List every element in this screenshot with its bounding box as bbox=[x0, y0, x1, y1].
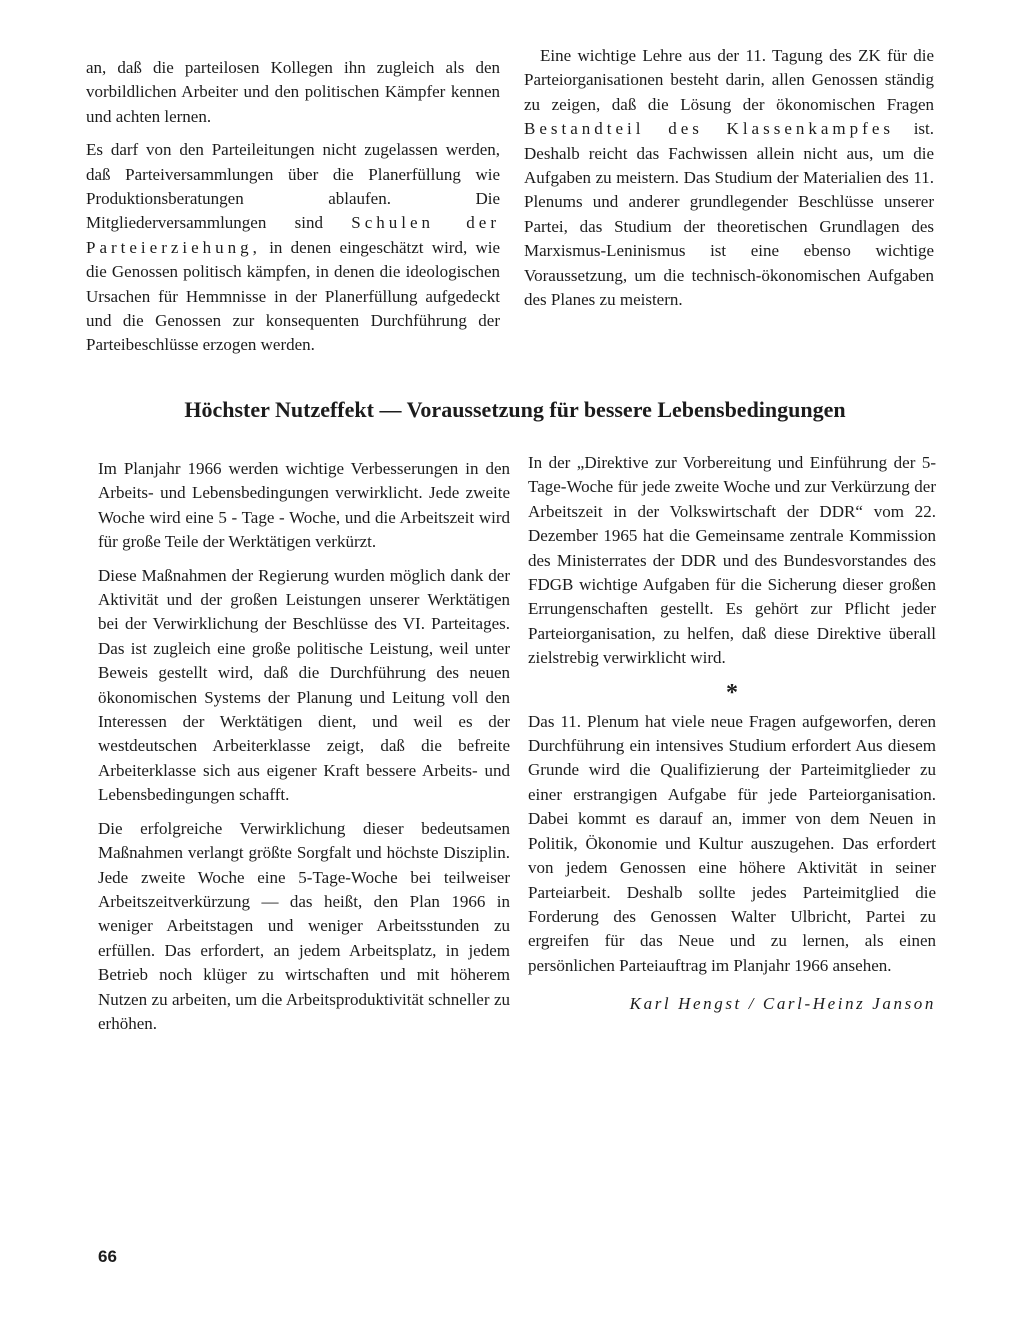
spaced-emphasis: Bestandteil des Klassenkampfes bbox=[524, 119, 894, 139]
section-separator-asterisk: * bbox=[726, 679, 738, 706]
paragraph: Die erfolgreiche Verwirklichung dieser bedeutsamen Maßnahmen verlangt größte Sorgfalt und höchste Disziplin. Jede zweite Woche eine 5-Tage-Woche bei teilweiser Arbeitszeitverkürzung — das heißt, den Plan 1966 in weniger Arbeitstagen und weniger Arbeitsstunden zu erfüllen. Das erfordert, an jedem Arbeitsplatz, in jedem Betrieb noch klüger zu wirtschaften und mit höherem Nutzen zu arbeiten, um die Arbeitsproduktivität schneller zu erhöhen. bbox=[98, 818, 510, 1033]
paragraph: Diese Maßnahmen der Regierung wurden möglich dank der Aktivität und der großen Leistungen unserer Werktätigen bei der Verwirklichung der Beschlüsse des VI. Parteitages. Das ist zugleich eine große politische Leistung, weil unter Beweis gestellt wird, daß die Durchführung des neuen ökonomischen Systems der Planung und Leitung voll den Interessen der Werktätigen dient, und weil es der westdeutschen Arbeiterklasse zeigt, daß die befreite Arbeiterklasse sich aus eigener Kraft bessere Arbeits- und Lebensbedingungen schafft. bbox=[98, 565, 510, 805]
paragraph: In der „Direktive zur Vorbereitung und Einführung der 5-Tage-Woche für jede zweite Woche und zur Verkürzung der Arbeitszeit in der Volkswirtschaft der DDR“ vom 22. Dezember 1965 hat die Gemeinsame zentrale Kommission des Ministerrates der DDR und des Bundesvorstandes des FDGB wichtige Aufgaben für die Sicherung dieser großen Errungenschaften gestellt. Es gehört zur Pflicht jeder Parteiorganisation, zu helfen, daß diese Direktive überall zielstrebig verwirklicht wird. bbox=[528, 453, 936, 668]
author-signature: Karl Hengst / Carl-Heinz Janson bbox=[629, 994, 936, 1014]
lower-right-column bbox=[528, 451, 936, 1017]
text-run: Eine wichtige Lehre aus der 11. Tagung des ZK für die Parteiorganisationen besteht darin, allen Genossen ständig zu zeigen, daß die Lösung der ökonomischen Fragen bbox=[524, 46, 934, 114]
paragraph: Im Planjahr 1966 werden wichtige Verbesserungen in den Arbeits- und Lebensbedingungen verwirklicht. Jede zweite Woche wird eine 5 - Tage - Woche, und die Arbeitszeit wird für große Teile der Werktätigen verkürzt. bbox=[98, 459, 510, 552]
top-left-column bbox=[86, 56, 500, 367]
paragraph: an, daß die parteilosen Kollegen ihn zugleich als den vorbildlichen Arbeiter und den politischen Kämpfer kennen und achten lernen. bbox=[86, 58, 500, 126]
paragraph: Das 11. Plenum hat viele neue Fragen aufgeworfen, deren Durchführung ein intensives Studium erfordert Aus diesem Grunde wird die Qualifizierung der Parteimitglieder zu einer erstrangigen Aufgabe für jede Parteiorganisation. Dabei kommt es darauf an, immer von dem Neuen in Politik, Ökonomie und Kultur auszugehen. Das erfordert von jedem Genossen eine höhere Aktivität in seiner Parteiarbeit. Deshalb sollte jedes Parteimitglied die Forderung des Genossen Walter Ulbricht, Partei zu ergreifen für das Neue und zu lernen, als einen persönlichen Parteiauftrag im Planjahr 1966 ansehen. bbox=[528, 711, 936, 975]
paragraph bbox=[86, 138, 500, 358]
page-number: 66 bbox=[98, 1247, 117, 1266]
top-right-column bbox=[524, 44, 934, 321]
paragraph bbox=[524, 44, 934, 312]
section-heading: Höchster Nutzeffekt — Voraussetzung für bessere Lebensbedingungen bbox=[184, 397, 846, 422]
spaced-emphasis: Schulen der Parteierziehung, bbox=[86, 213, 501, 257]
text-run: ist. Deshalb reicht das Fachwissen allein nicht aus, um die Aufgaben zu meistern. Das Studium der Materialien des 11. Plenums und anderer grundlegender Beschlüsse unserer Partei, das Studium der theoretischen Grundlagen des Marxismus-Leninismus ist eine ebenso wichtige Voraussetzung, um die technisch-ökonomischen Aufgaben des Planes zu meistern. bbox=[524, 119, 935, 310]
lower-left-column bbox=[98, 457, 510, 1045]
text-run: Es darf von den Parteileitungen nicht zugelassen werden, daß Parteiversammlungen über die Planerfüllung wie Produktionsberatungen ablaufen. Die Mitgliederversammlungen sind bbox=[86, 140, 500, 233]
text-run: in denen eingeschätzt wird, wie die Genossen politisch kämpfen, in denen die ideologischen Ursachen für Hemmnisse in der Planerfüllung aufgedeckt und die Genossen zur konsequenten Durchführung der Parteibeschlüsse erzogen werden. bbox=[86, 237, 500, 355]
